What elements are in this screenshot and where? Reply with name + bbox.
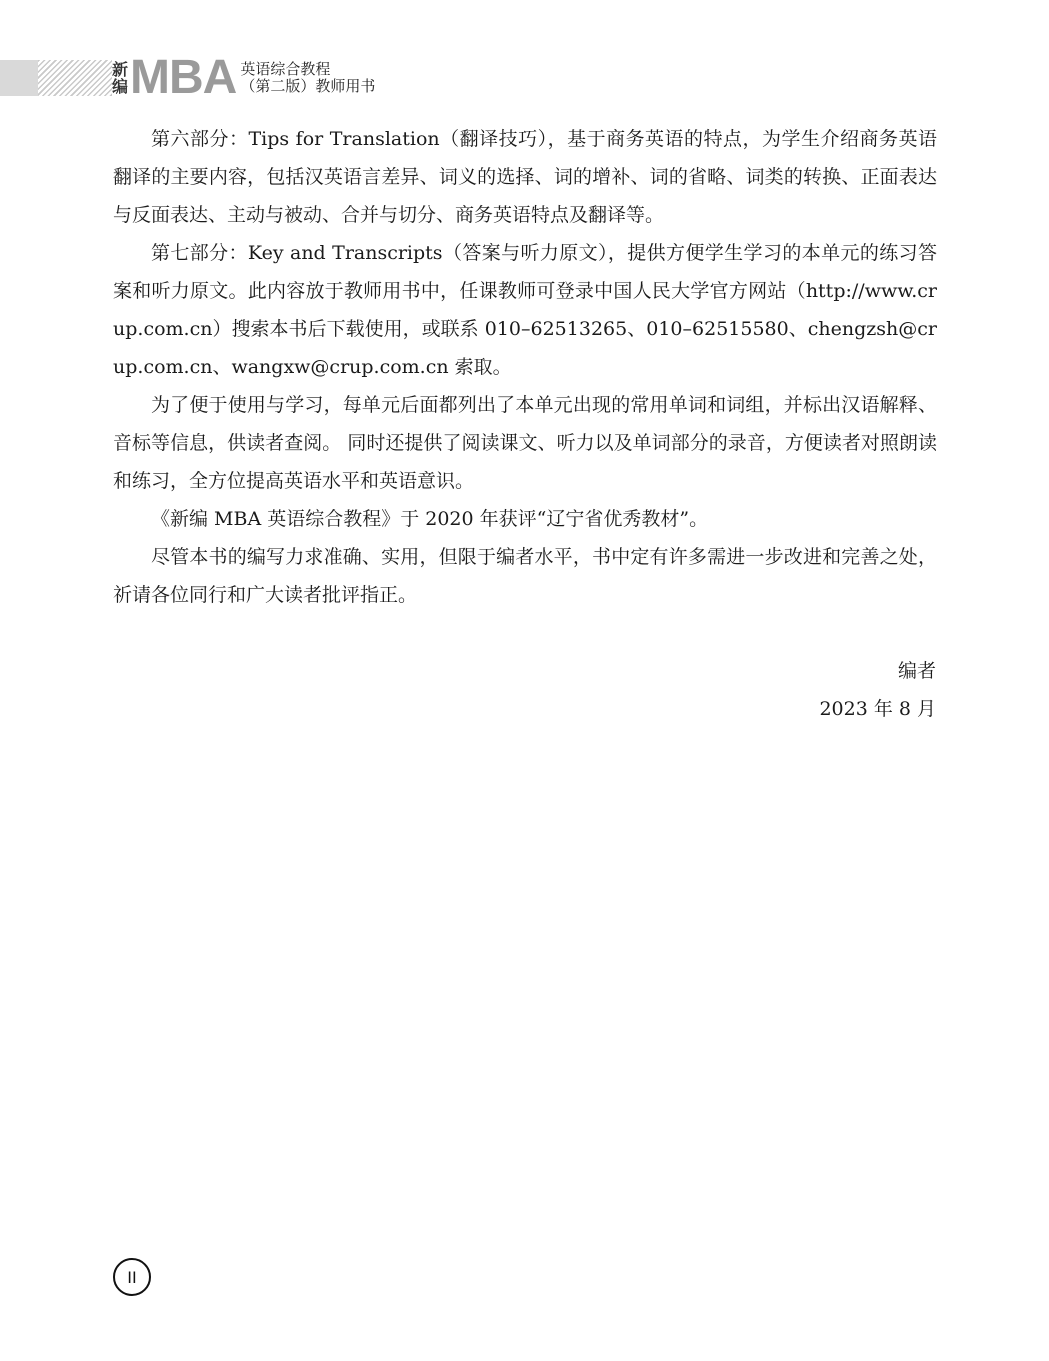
paragraph-vocabulary: 为了便于使用与学习，每单元后面都列出了本单元出现的常用单词和词组，并标出汉语解释、音标等信息，供读者查阅。 同时还提供了阅读课文、听力以及单词部分的录音，方便读者对照朗读和练习，全方位提高英语水平和英语意识。 [113, 394, 937, 492]
subtitle-line-2: （第二版）教师用书 [240, 77, 376, 95]
logo-xinbian [112, 61, 128, 95]
paragraph-award: 《新编 MBA 英语综合教程》于 2020 年获评“辽宁省优秀教材”。 [151, 508, 709, 530]
logo-char-bottom: 编 [112, 77, 129, 96]
book-subtitle [240, 61, 375, 95]
running-header [112, 51, 376, 104]
paragraph-closing: 尽管本书的编写力求准确、实用，但限于编者水平，书中定有许多需进一步改进和完善之处，祈请各位同行和广大读者批评指正。 [113, 546, 937, 606]
logo-char-top: 新 [112, 60, 129, 79]
paragraph-part-seven: 第七部分：Key and Transcripts（答案与听力原文），提供方便学生学习的本单元的练习答案和听力原文。此内容放于教师用书中，任课教师可登录中国人民大学官方网站（http://www.crup.com.cn）搜索本书后下载使用，或联系 010–62513265、010–62515580、chengzsh@crup.com.cn、wangxw@crup.com.cn 索取。 [113, 242, 937, 378]
paragraph-part-six: 第六部分：Tips for Translation（翻译技巧），基于商务英语的特点，为学生介绍商务英语翻译的主要内容，包括汉英语言差异、词义的选择、词的增补、词的省略、词类的转换、正面表达与反面表达、主动与被动、合并与切分、商务英语特点及翻译等。 [113, 128, 937, 226]
page-number: II [113, 1258, 151, 1296]
header-decoration-band [0, 60, 112, 96]
subtitle-line-1: 英语综合教程 [240, 60, 331, 78]
logo-mba: MBA [130, 51, 237, 104]
body-text [113, 120, 937, 614]
signature-block [819, 652, 936, 728]
signature-author: 编者 [897, 660, 936, 682]
signature-date: 2023 年 8 月 [819, 698, 936, 720]
header-hatch-pattern [38, 60, 112, 96]
